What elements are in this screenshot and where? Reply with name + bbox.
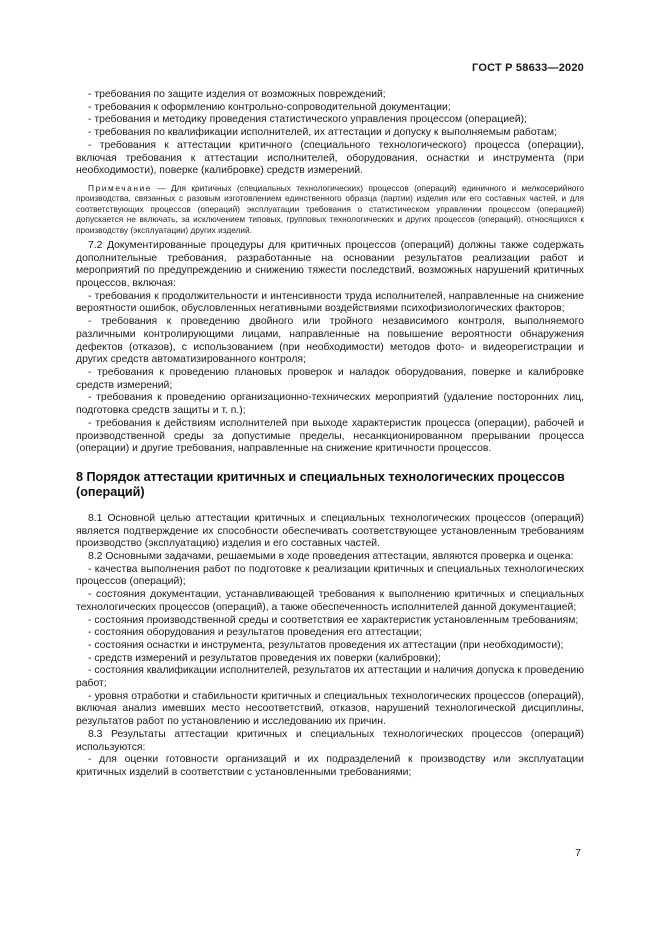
paragraph-8-1: 8.1 Основной целью аттестации критичных и специальных технологических процессов (операций) является подтверждение их способности обеспечивать соответствующее установленным требованиям производство (эксплуатацию) изделия и его составных частей. xyxy=(76,512,584,550)
list-item: - требования по квалификации исполнителей, их аттестации и допуску к выполняемым работам; xyxy=(88,127,557,139)
list-item: - требования к оформлению контрольно-сопроводительной документации; xyxy=(88,101,451,113)
note-label: Примечание xyxy=(88,182,153,193)
list-item: - состояния производственной среды и соответствия ее характеристик установленным требованиям; xyxy=(88,614,579,626)
list-item: - требования к продолжительности и интенсивности труда исполнителей, направленные на снижение вероятности ошибок, обусловленных негативными воздействиями психофизиологических факторов; xyxy=(76,290,584,315)
note-text: — Для критичных (специальных технологических) процессов (операций) единичного и мелкосерийного производства, связанных с разовым изготовлением единственного образца (партии) изделия или его составных частей, и для соответствующих процессов (операций) эксплуатации требования о статистическом управлении процессом (операцией) допускается не включать, за исключением типовых, групповых технологических и других процессов (операций), относящихся к производству (эксплуатации) других изделий. xyxy=(76,182,584,235)
paragraph-7-2: 7.2 Документированные процедуры для критичных процессов (операций) должны также содержать дополнительные требования, разработанные на основании результатов реализации работ и мероприятий по предупреждению и снижению тяжести последствий, возможных нарушений критичных процессов, включая: xyxy=(76,239,584,290)
list-item: - требования к проведению плановых проверок и наладок оборудования, поверке и калибровке средств измерений; xyxy=(76,366,584,391)
list-item: - требования к действиям исполнителей при выходе характеристик процесса (операции), рабочей и производственной среды за допустимые пределы, несанкционированном прерывании процесса (операции) и другие требования, направленные на снижение критичности процессов. xyxy=(76,417,584,455)
paragraph-8-3: 8.3 Результаты аттестации критичных и специальных технологических процессов (операций) используются: xyxy=(76,728,584,753)
list-item: - уровня отработки и стабильности критичных и специальных технологических процессов (операций), включая анализ имевших место несоответствий, отказов, нарушений технологической дисциплины, результатов работ по установлению и исследованию их причин. xyxy=(76,690,584,728)
list-item: - состояния квалификации исполнителей, результатов их аттестации и наличия допуска к проведению работ; xyxy=(76,665,585,690)
list-item: - требования к аттестации критичного (специального технологического) процесса (операции), включая требования к аттестации исполнителей, оборудования, оснастки и инструмента (при необходимости), поверке (калибровке) средств измерений. xyxy=(76,139,584,177)
page-number: 7 xyxy=(575,847,581,859)
document-code: ГОСТ Р 58633—2020 xyxy=(472,62,584,74)
list-item: - состояния оборудования и результатов проведения его аттестации; xyxy=(88,627,422,639)
list-item: - качества выполнения работ по подготовке к реализации критичных и специальных технологических процессов (операций); xyxy=(76,563,584,588)
list-item: - требования и методику проведения статистического управления процессом (операцией); xyxy=(88,114,527,126)
paragraph-8-2: 8.2 Основными задачами, решаемыми в ходе проведения аттестации, являются проверка и оценка: xyxy=(88,551,574,563)
list-item: - для оценки готовности организаций и их подразделений к производству или эксплуатации критичных изделий в соответствии с установленными требованиями; xyxy=(76,754,584,778)
list-item: - требования к проведению организационно-технических мероприятий (удаление посторонних лиц, подготовка средств защиты и т. п.); xyxy=(76,392,584,417)
note xyxy=(76,183,584,235)
document-body xyxy=(76,89,584,780)
section-title: 8 Порядок аттестации критичных и специальных технологических процессов (операций) xyxy=(76,469,565,499)
list-item: - требования по защите изделия от возможных повреждений; xyxy=(88,89,386,100)
list-item: - средств измерений и результатов проведения их поверки (калибровки); xyxy=(88,652,442,664)
list-item: - состояния оснастки и инструмента, результатов проведения их аттестации (при необходимости); xyxy=(88,639,564,651)
list-item: - требования к проведению двойного или тройного независимого контроля, выполняемого различными контролирующими лицами, направленные на повышение вероятности обнаружения дефектов (отказов), с использованием (при необходимости) методов фото- и видеорегистрации и других средств автоматизированного контроля; xyxy=(76,316,584,366)
list-item: - состояния документации, устанавливающей требования к выполнению критичных и специальных технологических процессов (операций), а также обеспеченность исполнителей данной документацией; xyxy=(76,589,584,613)
